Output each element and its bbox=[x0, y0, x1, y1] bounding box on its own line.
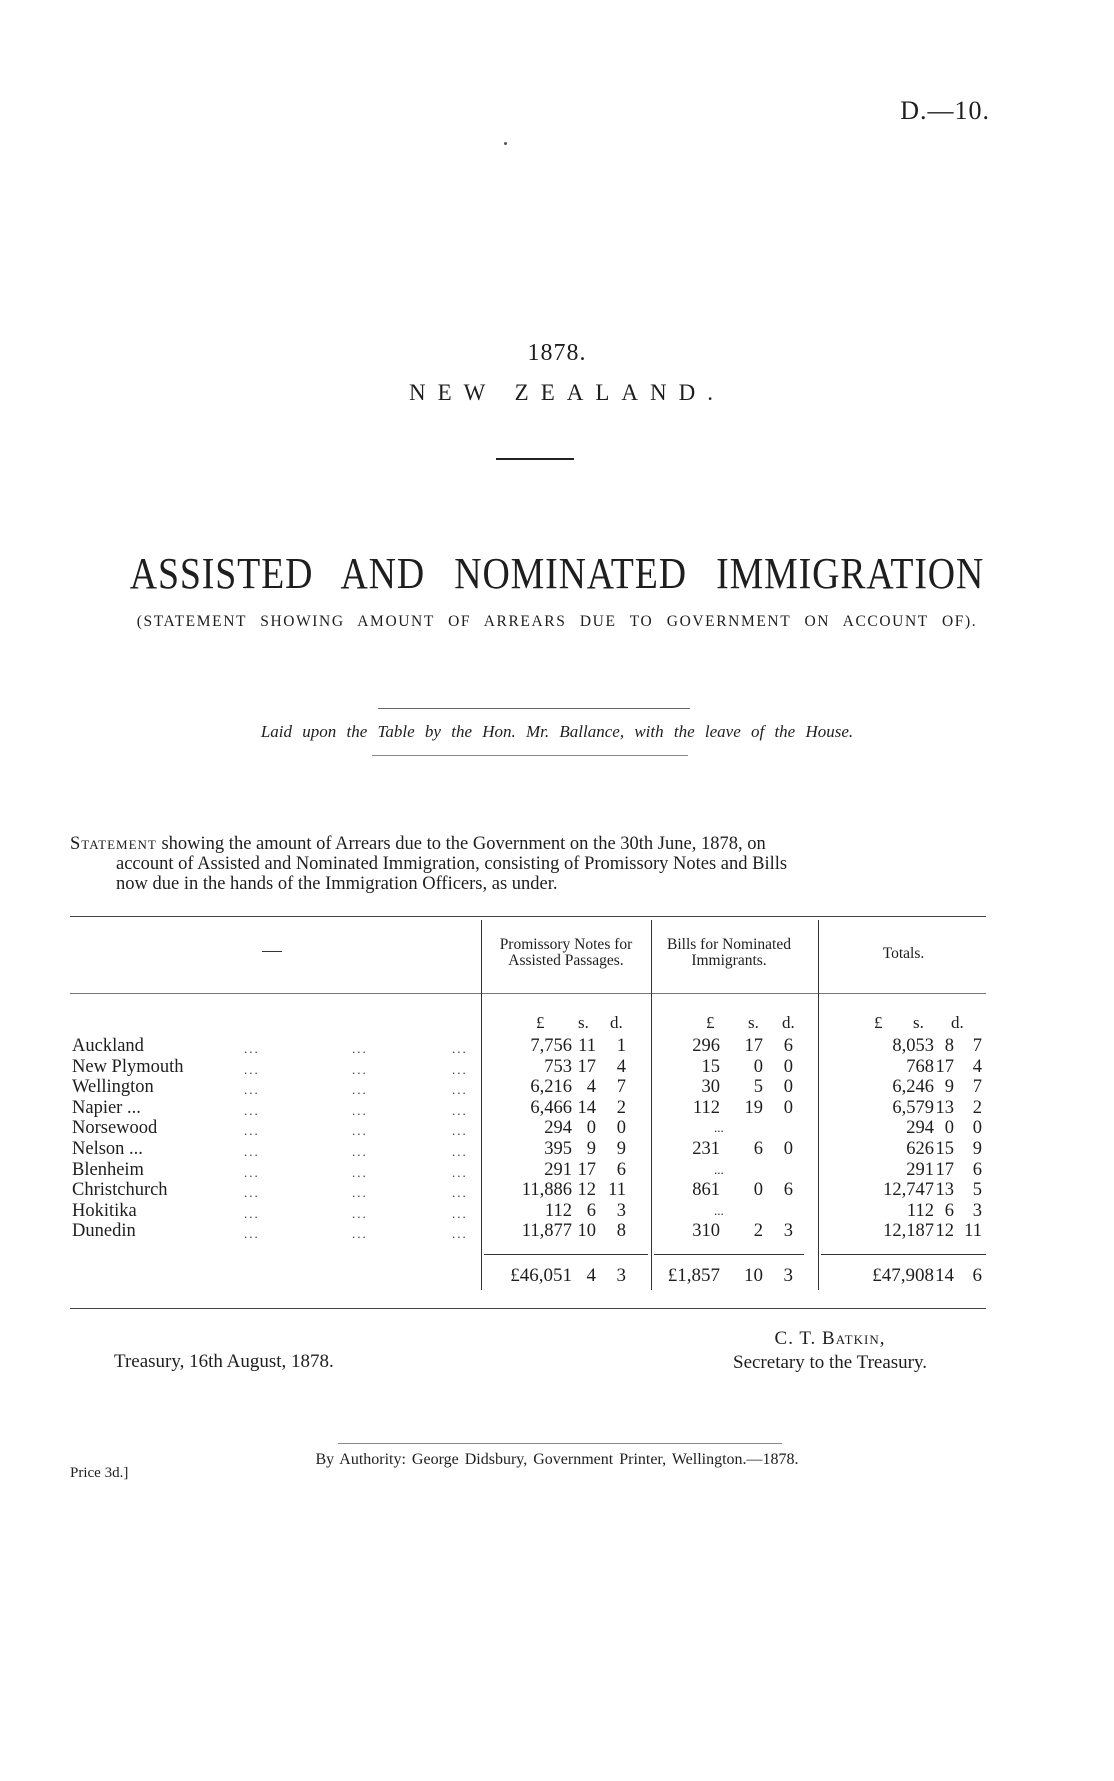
place-name: Nelson ... bbox=[72, 1139, 143, 1159]
bn-shillings: 2 bbox=[753, 1221, 763, 1242]
total-pn-pence: 3 bbox=[616, 1265, 626, 1286]
place-name: New Plymouth bbox=[72, 1056, 184, 1077]
tot-shillings: 13 bbox=[935, 1097, 954, 1118]
promissory-notes-header bbox=[484, 937, 648, 969]
place-name: Dunedin bbox=[72, 1221, 136, 1242]
tot-pounds: 12,187 bbox=[883, 1221, 934, 1242]
leader-dots: ... bbox=[244, 1144, 260, 1159]
pn-pounds-unit: £ bbox=[536, 1013, 545, 1032]
tot-pounds: 12,747 bbox=[883, 1180, 934, 1201]
tot-pounds: 291 bbox=[906, 1159, 934, 1180]
bn-shillings: 0 bbox=[753, 1056, 763, 1077]
tot-pounds: 6,246 bbox=[892, 1077, 934, 1098]
bn-empty-dots: ... bbox=[714, 1161, 724, 1177]
leader-dots: ... bbox=[352, 1185, 368, 1201]
table-row bbox=[0, 1201, 1114, 1221]
bn-pounds: 112 bbox=[692, 1097, 720, 1118]
leader-dots: ... bbox=[452, 1041, 468, 1056]
place-name: Blenheim bbox=[72, 1159, 144, 1180]
pn-pence: 9 bbox=[616, 1139, 626, 1159]
tot-shillings: 12 bbox=[935, 1221, 954, 1242]
pn-pence: 0 bbox=[616, 1118, 626, 1139]
leader-dots: ... bbox=[452, 1205, 468, 1221]
tot-shillings: 13 bbox=[935, 1180, 954, 1201]
pn-pounds: 6,216 bbox=[530, 1077, 572, 1098]
tot-shillings: 0 bbox=[944, 1118, 954, 1139]
header-line: Assisted Passages. bbox=[508, 952, 624, 969]
leader-dots: ... bbox=[244, 1185, 260, 1201]
pn-pence: 3 bbox=[616, 1200, 626, 1221]
total-pn-pounds: £46,051 bbox=[510, 1265, 572, 1286]
statement-line-2: account of Assisted and Nominated Immigration, consisting of Promissory Notes and Bills bbox=[116, 854, 788, 874]
tot-pounds: 294 bbox=[906, 1118, 934, 1139]
table-row bbox=[0, 1139, 1114, 1159]
printer-authority: By Authority: George Didsbury, Government Printer, Wellington.—1878. bbox=[315, 1451, 799, 1468]
pn-shillings: 17 bbox=[577, 1056, 596, 1077]
year: 1878. bbox=[527, 340, 587, 366]
total-rule bbox=[654, 1254, 804, 1255]
total-pn-shillings: 4 bbox=[586, 1265, 596, 1286]
total-bn-shillings: 10 bbox=[744, 1265, 763, 1286]
bn-pounds: 861 bbox=[692, 1180, 720, 1201]
tot-pence: 2 bbox=[972, 1097, 982, 1118]
pn-shillings: 12 bbox=[577, 1180, 596, 1201]
place-column-header-dash bbox=[262, 951, 282, 952]
bn-pounds-unit: £ bbox=[706, 1013, 715, 1032]
pn-pence: 1 bbox=[616, 1036, 626, 1056]
rule-above-laid bbox=[378, 708, 690, 709]
leader-dots: ... bbox=[452, 1102, 468, 1118]
bn-pence: 0 bbox=[783, 1097, 793, 1118]
total-bn-pence: 3 bbox=[783, 1265, 793, 1286]
statement-lead: Statement bbox=[70, 834, 157, 854]
leader-dots: ... bbox=[352, 1123, 368, 1139]
pn-pounds: 294 bbox=[544, 1118, 572, 1139]
leader-dots: ... bbox=[244, 1123, 260, 1139]
leader-dots: ... bbox=[452, 1185, 468, 1201]
place-name: Christchurch bbox=[72, 1180, 168, 1201]
total-rule bbox=[821, 1254, 986, 1255]
rule-below-laid bbox=[372, 755, 688, 756]
pn-pence: 4 bbox=[616, 1056, 626, 1077]
table-row bbox=[0, 1098, 1114, 1118]
tot-shillings: 17 bbox=[935, 1056, 954, 1077]
table-top-rule bbox=[70, 916, 986, 917]
laid-upon-table-note: Laid upon the Table by the Hon. Mr. Ballance, with the leave of the House. bbox=[260, 722, 854, 741]
bn-shillings: 19 bbox=[744, 1097, 763, 1118]
bn-pounds: 30 bbox=[701, 1077, 720, 1098]
leader-dots: ... bbox=[244, 1102, 260, 1118]
tot-pence: 6 bbox=[972, 1159, 982, 1180]
leader-dots: ... bbox=[352, 1041, 368, 1056]
bn-pounds: 296 bbox=[692, 1036, 720, 1056]
tot-pounds: 626 bbox=[906, 1139, 934, 1159]
leader-dots: ... bbox=[352, 1164, 368, 1180]
pn-pence: 6 bbox=[616, 1159, 626, 1180]
print-speck bbox=[504, 142, 507, 145]
price-note: Price 3d.] bbox=[70, 1465, 129, 1481]
leader-dots: ... bbox=[352, 1144, 368, 1159]
tot-shillings: 8 bbox=[944, 1036, 954, 1056]
total-rule bbox=[484, 1254, 648, 1255]
bn-empty-dots: ... bbox=[714, 1120, 724, 1136]
leader-dots: ... bbox=[452, 1144, 468, 1159]
tot-pence: 7 bbox=[972, 1036, 982, 1056]
pn-pence: 11 bbox=[608, 1180, 626, 1201]
footer-rule bbox=[338, 1443, 782, 1444]
leader-dots: ... bbox=[244, 1061, 260, 1077]
total-tot-shillings: 14 bbox=[935, 1265, 954, 1286]
statement-line-3: now due in the hands of the Immigration Officers, as under. bbox=[116, 874, 558, 894]
pn-pounds: 753 bbox=[544, 1056, 572, 1077]
table-row bbox=[0, 1221, 1114, 1241]
pn-shillings: 9 bbox=[586, 1139, 596, 1159]
pn-shillings: 10 bbox=[577, 1221, 596, 1242]
table-bottom-rule bbox=[70, 1308, 986, 1309]
signature-block bbox=[700, 1327, 960, 1375]
leader-dots: ... bbox=[352, 1061, 368, 1077]
tot-shillings: 6 bbox=[944, 1200, 954, 1221]
table-row bbox=[0, 1180, 1114, 1200]
pn-shillings: 0 bbox=[586, 1118, 596, 1139]
tot-pounds-unit: £ bbox=[874, 1013, 883, 1032]
totals-header: Totals. bbox=[882, 945, 925, 962]
table-row bbox=[0, 1118, 1114, 1138]
place-name: Napier ... bbox=[72, 1097, 141, 1118]
main-title: ASSISTED AND NOMINATED IMMIGRATION bbox=[129, 549, 985, 598]
bn-pounds: 15 bbox=[701, 1056, 720, 1077]
country-heading: NEW ZEALAND. bbox=[408, 380, 726, 405]
place-name: Norsewood bbox=[72, 1118, 158, 1139]
statement-line-1: showing the amount of Arrears due to the Government on the 30th June, 1878, on bbox=[161, 834, 766, 854]
bn-shillings-unit: s. bbox=[748, 1013, 759, 1032]
short-rule bbox=[496, 458, 574, 460]
leader-dots: ... bbox=[452, 1082, 468, 1098]
tot-pounds: 8,053 bbox=[892, 1036, 934, 1056]
signer-name: C. T. Batkin, bbox=[774, 1328, 886, 1349]
tot-pence: 7 bbox=[972, 1077, 982, 1098]
pn-pounds: 11,877 bbox=[521, 1221, 572, 1242]
header-line: Immigrants. bbox=[691, 952, 767, 969]
total-bn-pounds: £1,857 bbox=[667, 1265, 720, 1286]
leader-dots: ... bbox=[244, 1226, 260, 1242]
pn-shillings-unit: s. bbox=[578, 1013, 589, 1032]
bills-header bbox=[654, 937, 804, 969]
table-row bbox=[0, 1077, 1114, 1097]
total-tot-pence: 6 bbox=[972, 1265, 982, 1286]
leader-dots: ... bbox=[244, 1164, 260, 1180]
bn-shillings: 0 bbox=[753, 1180, 763, 1201]
bn-shillings: 5 bbox=[753, 1077, 763, 1098]
bn-shillings: 6 bbox=[753, 1139, 763, 1159]
table-row bbox=[0, 1057, 1114, 1077]
tot-shillings: 15 bbox=[935, 1139, 954, 1159]
pn-shillings: 17 bbox=[577, 1159, 596, 1180]
pn-pence: 8 bbox=[616, 1221, 626, 1242]
leader-dots: ... bbox=[452, 1123, 468, 1139]
bn-pence: 0 bbox=[783, 1056, 793, 1077]
leader-dots: ... bbox=[352, 1226, 368, 1242]
tot-pence: 0 bbox=[972, 1118, 982, 1139]
table-header-rule bbox=[70, 993, 986, 994]
tot-shillings: 9 bbox=[944, 1077, 954, 1098]
pn-shillings: 6 bbox=[586, 1200, 596, 1221]
place-name: Wellington bbox=[72, 1077, 154, 1098]
bn-shillings: 17 bbox=[744, 1036, 763, 1056]
place-name: Auckland bbox=[72, 1036, 144, 1056]
tot-shillings: 17 bbox=[935, 1159, 954, 1180]
pn-pounds: 7,756 bbox=[530, 1036, 572, 1056]
table-row bbox=[0, 1160, 1114, 1180]
statement-paragraph bbox=[70, 834, 990, 894]
pn-shillings: 14 bbox=[577, 1097, 596, 1118]
total-tot-pounds: £47,908 bbox=[872, 1265, 934, 1286]
tot-pence: 5 bbox=[972, 1180, 982, 1201]
tot-pence: 9 bbox=[972, 1139, 982, 1159]
pn-pence: 2 bbox=[616, 1097, 626, 1118]
pn-pounds: 395 bbox=[544, 1139, 572, 1159]
header-line: Promissory Notes for bbox=[499, 936, 633, 953]
bn-pence: 6 bbox=[783, 1180, 793, 1201]
tot-pence: 3 bbox=[972, 1200, 982, 1221]
leader-dots: ... bbox=[352, 1102, 368, 1118]
tot-pounds: 768 bbox=[906, 1056, 934, 1077]
table-row bbox=[0, 1036, 1114, 1056]
tot-pence: 4 bbox=[972, 1056, 982, 1077]
leader-dots: ... bbox=[244, 1041, 260, 1056]
bn-pence-unit: d. bbox=[782, 1013, 795, 1032]
tot-pounds: 112 bbox=[906, 1200, 934, 1221]
leader-dots: ... bbox=[352, 1205, 368, 1221]
pn-pounds: 291 bbox=[544, 1159, 572, 1180]
treasury-date: Treasury, 16th August, 1878. bbox=[114, 1351, 334, 1372]
bn-pounds: 310 bbox=[692, 1221, 720, 1242]
bn-pence: 6 bbox=[783, 1036, 793, 1056]
leader-dots: ... bbox=[244, 1082, 260, 1098]
leader-dots: ... bbox=[452, 1226, 468, 1242]
tot-pounds: 6,579 bbox=[892, 1097, 934, 1118]
tot-pence: 11 bbox=[964, 1221, 982, 1242]
pn-pounds: 11,886 bbox=[521, 1180, 572, 1201]
pn-shillings: 4 bbox=[586, 1077, 596, 1098]
pn-pence: 7 bbox=[616, 1077, 626, 1098]
place-name: Hokitika bbox=[72, 1200, 137, 1221]
bn-pence: 0 bbox=[783, 1077, 793, 1098]
subtitle: (STATEMENT SHOWING AMOUNT OF ARREARS DUE TO GOVERNMENT ON ACCOUNT OF). bbox=[136, 613, 978, 630]
pn-pounds: 6,466 bbox=[530, 1097, 572, 1118]
tot-pence-unit: d. bbox=[951, 1013, 964, 1032]
leader-dots: ... bbox=[452, 1164, 468, 1180]
signer-title: Secretary to the Treasury. bbox=[733, 1352, 927, 1373]
bn-empty-dots: ... bbox=[714, 1202, 724, 1218]
bn-pence: 0 bbox=[783, 1139, 793, 1159]
pn-pence-unit: d. bbox=[610, 1013, 623, 1032]
document-reference: D.—10. bbox=[900, 96, 990, 125]
leader-dots: ... bbox=[352, 1082, 368, 1098]
leader-dots: ... bbox=[244, 1205, 260, 1221]
pn-shillings: 11 bbox=[578, 1036, 596, 1056]
header-line: Bills for Nominated bbox=[667, 936, 791, 953]
bn-pounds: 231 bbox=[692, 1139, 720, 1159]
pn-pounds: 112 bbox=[544, 1200, 572, 1221]
leader-dots: ... bbox=[452, 1061, 468, 1077]
bn-pence: 3 bbox=[783, 1221, 793, 1242]
tot-shillings-unit: s. bbox=[913, 1013, 924, 1032]
